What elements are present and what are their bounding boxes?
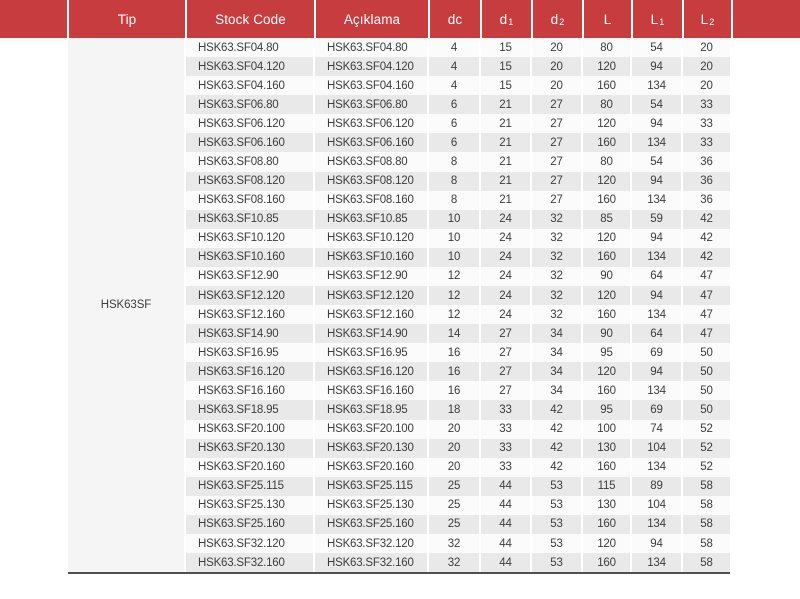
cell-d2: 27 (532, 133, 581, 152)
cell-stock-code: HSK63.SF16.120 (186, 362, 313, 381)
cell-stock-code: HSK63.SF20.100 (186, 420, 313, 439)
cell-d2: 32 (532, 248, 581, 267)
cell-d1: 15 (481, 76, 530, 95)
cell-L: 95 (583, 400, 630, 419)
cell-stock-code: HSK63.SF14.90 (186, 324, 313, 343)
table-header-row (0, 0, 800, 38)
cell-L: 80 (583, 95, 630, 114)
column-header-subscript: 2 (559, 16, 565, 27)
cell-stock-code: HSK63.SF10.120 (186, 229, 313, 248)
cell-d1: 24 (481, 229, 530, 248)
cell-L: 120 (583, 286, 630, 305)
cell-stock-code: HSK63.SF25.130 (186, 496, 313, 515)
cell-dc: 4 (429, 57, 479, 76)
cell-L1: 64 (632, 324, 681, 343)
cell-dc: 14 (429, 324, 479, 343)
cell-d2: 42 (532, 420, 581, 439)
header-spacer-cell (0, 0, 67, 38)
cell-L: 130 (583, 439, 630, 458)
cell-L: 115 (583, 477, 630, 496)
cell-d2: 53 (532, 553, 581, 572)
cell-stock-code: HSK63.SF10.160 (186, 248, 313, 267)
cell-dc: 4 (429, 38, 479, 57)
cell-aciklama: HSK63.SF08.80 (315, 152, 427, 171)
cell-L1: 54 (632, 38, 681, 57)
cell-d2: 20 (532, 38, 581, 57)
cell-dc: 32 (429, 534, 479, 553)
cell-stock-code: HSK63.SF12.90 (186, 267, 313, 286)
cell-stock-code: HSK63.SF08.160 (186, 191, 313, 210)
column-header-subscript: 1 (508, 16, 514, 27)
cell-L2: 58 (683, 553, 730, 572)
cell-L: 80 (583, 152, 630, 171)
column-header-label: L (650, 11, 659, 27)
cell-stock-code: HSK63.SF04.160 (186, 76, 313, 95)
cell-d1: 33 (481, 400, 530, 419)
cell-stock-code: HSK63.SF16.95 (186, 343, 313, 362)
cell-d1: 33 (481, 458, 530, 477)
column-header-label: dc (447, 11, 463, 27)
cell-aciklama: HSK63.SF04.160 (315, 76, 427, 95)
cell-aciklama: HSK63.SF14.90 (315, 324, 427, 343)
cell-L1: 134 (632, 305, 681, 324)
column-header-label: L (603, 11, 612, 27)
cell-d1: 33 (481, 420, 530, 439)
cell-aciklama: HSK63.SF12.90 (315, 267, 427, 286)
cell-d2: 42 (532, 400, 581, 419)
cell-d1: 24 (481, 286, 530, 305)
cell-L1: 69 (632, 343, 681, 362)
cell-L: 120 (583, 534, 630, 553)
cell-aciklama: HSK63.SF18.95 (315, 400, 427, 419)
cell-stock-code: HSK63.SF08.120 (186, 172, 313, 191)
cell-aciklama: HSK63.SF06.120 (315, 114, 427, 133)
cell-L2: 20 (683, 76, 730, 95)
cell-L: 80 (583, 38, 630, 57)
cell-d1: 44 (481, 515, 530, 534)
cell-L: 120 (583, 362, 630, 381)
cell-stock-code: HSK63.SF32.120 (186, 534, 313, 553)
cell-L: 160 (583, 76, 630, 95)
cell-d1: 27 (481, 343, 530, 362)
cell-dc: 8 (429, 152, 479, 171)
cell-L: 160 (583, 191, 630, 210)
cell-L: 160 (583, 381, 630, 400)
cell-dc: 8 (429, 172, 479, 191)
cell-d1: 33 (481, 439, 530, 458)
cell-dc: 10 (429, 229, 479, 248)
cell-d2: 20 (532, 76, 581, 95)
cell-L2: 52 (683, 420, 730, 439)
cell-d1: 21 (481, 172, 530, 191)
cell-L: 160 (583, 305, 630, 324)
cell-aciklama: HSK63.SF10.120 (315, 229, 427, 248)
cell-stock-code: HSK63.SF25.115 (186, 477, 313, 496)
cell-dc: 20 (429, 420, 479, 439)
cell-aciklama: HSK63.SF08.160 (315, 191, 427, 210)
cell-aciklama: HSK63.SF10.160 (315, 248, 427, 267)
cell-dc: 6 (429, 95, 479, 114)
cell-L2: 58 (683, 534, 730, 553)
cell-d2: 27 (532, 191, 581, 210)
cell-L2: 36 (683, 152, 730, 171)
cell-dc: 4 (429, 76, 479, 95)
cell-dc: 6 (429, 133, 479, 152)
cell-aciklama: HSK63.SF16.95 (315, 343, 427, 362)
tip-merged-cell: HSK63SF (68, 38, 184, 572)
cell-aciklama: HSK63.SF16.120 (315, 362, 427, 381)
cell-L: 120 (583, 114, 630, 133)
column-header-label: L (700, 11, 709, 27)
cell-d2: 32 (532, 286, 581, 305)
cell-L2: 50 (683, 343, 730, 362)
cell-stock-code: HSK63.SF06.80 (186, 95, 313, 114)
cell-aciklama: HSK63.SF10.85 (315, 210, 427, 229)
cell-d1: 15 (481, 38, 530, 57)
cell-d2: 32 (532, 229, 581, 248)
cell-L1: 94 (632, 57, 681, 76)
column-header-subscript: 1 (659, 16, 665, 27)
cell-aciklama: HSK63.SF08.120 (315, 172, 427, 191)
cell-L2: 36 (683, 172, 730, 191)
cell-L1: 74 (632, 420, 681, 439)
cell-d2: 27 (532, 172, 581, 191)
cell-d2: 42 (532, 458, 581, 477)
cell-d1: 24 (481, 210, 530, 229)
cell-L1: 54 (632, 152, 681, 171)
cell-d2: 53 (532, 477, 581, 496)
cell-d1: 21 (481, 191, 530, 210)
cell-aciklama: HSK63.SF04.80 (315, 38, 427, 57)
cell-d2: 53 (532, 515, 581, 534)
cell-dc: 25 (429, 496, 479, 515)
cell-stock-code: HSK63.SF20.160 (186, 458, 313, 477)
cell-dc: 20 (429, 439, 479, 458)
table-body (68, 38, 730, 574)
cell-L2: 47 (683, 305, 730, 324)
cell-d2: 27 (532, 114, 581, 133)
column-header-label: Stock Code (215, 11, 286, 27)
cell-aciklama: HSK63.SF16.160 (315, 381, 427, 400)
cell-d2: 32 (532, 305, 581, 324)
cell-L1: 134 (632, 133, 681, 152)
cell-L2: 50 (683, 381, 730, 400)
cell-stock-code: HSK63.SF16.160 (186, 381, 313, 400)
cell-d2: 32 (532, 267, 581, 286)
cell-L: 120 (583, 172, 630, 191)
cell-L: 160 (583, 133, 630, 152)
cell-L1: 64 (632, 267, 681, 286)
cell-L: 95 (583, 343, 630, 362)
cell-L2: 36 (683, 191, 730, 210)
cell-L: 120 (583, 57, 630, 76)
cell-stock-code: HSK63.SF12.160 (186, 305, 313, 324)
cell-L1: 104 (632, 439, 681, 458)
cell-L1: 134 (632, 248, 681, 267)
cell-stock-code: HSK63.SF06.120 (186, 114, 313, 133)
cell-d1: 44 (481, 496, 530, 515)
column-header-stock_code (187, 0, 314, 38)
column-header-label: Tip (117, 11, 137, 27)
cell-L2: 33 (683, 133, 730, 152)
cell-stock-code: HSK63.SF25.160 (186, 515, 313, 534)
cell-L2: 52 (683, 458, 730, 477)
cell-d1: 24 (481, 248, 530, 267)
cell-L2: 50 (683, 362, 730, 381)
cell-L1: 94 (632, 286, 681, 305)
column-header-L2 (684, 0, 731, 38)
cell-stock-code: HSK63.SF04.120 (186, 57, 313, 76)
cell-L2: 33 (683, 95, 730, 114)
cell-dc: 16 (429, 362, 479, 381)
cell-aciklama: HSK63.SF20.130 (315, 439, 427, 458)
column-header-label: d (550, 11, 559, 27)
cell-dc: 25 (429, 515, 479, 534)
cell-aciklama: HSK63.SF04.120 (315, 57, 427, 76)
cell-d2: 27 (532, 95, 581, 114)
header-spacer-cell (733, 0, 800, 38)
cell-d1: 27 (481, 324, 530, 343)
cell-L1: 134 (632, 381, 681, 400)
cell-L2: 42 (683, 248, 730, 267)
cell-dc: 12 (429, 267, 479, 286)
cell-d2: 53 (532, 534, 581, 553)
cell-stock-code: HSK63.SF04.80 (186, 38, 313, 57)
cell-d1: 24 (481, 267, 530, 286)
cell-aciklama: HSK63.SF06.80 (315, 95, 427, 114)
cell-L: 120 (583, 229, 630, 248)
cell-L2: 33 (683, 114, 730, 133)
cell-L2: 42 (683, 229, 730, 248)
cell-stock-code: HSK63.SF08.80 (186, 152, 313, 171)
column-header-label: Açıklama (343, 11, 401, 27)
cell-stock-code: HSK63.SF18.95 (186, 400, 313, 419)
cell-L: 90 (583, 267, 630, 286)
cell-L2: 52 (683, 439, 730, 458)
cell-aciklama: HSK63.SF20.160 (315, 458, 427, 477)
column-header-dc (430, 0, 480, 38)
cell-dc: 25 (429, 477, 479, 496)
cell-L2: 47 (683, 267, 730, 286)
cell-L1: 134 (632, 458, 681, 477)
cell-d1: 44 (481, 553, 530, 572)
cell-dc: 6 (429, 114, 479, 133)
cell-d2: 34 (532, 343, 581, 362)
cell-d1: 27 (481, 362, 530, 381)
cell-L1: 69 (632, 400, 681, 419)
column-header-d1 (482, 0, 531, 38)
cell-stock-code: HSK63.SF32.160 (186, 553, 313, 572)
cell-L2: 50 (683, 400, 730, 419)
cell-L: 160 (583, 553, 630, 572)
cell-aciklama: HSK63.SF25.115 (315, 477, 427, 496)
cell-dc: 18 (429, 400, 479, 419)
cell-L2: 47 (683, 324, 730, 343)
cell-L1: 54 (632, 95, 681, 114)
cell-L1: 89 (632, 477, 681, 496)
cell-stock-code: HSK63.SF06.160 (186, 133, 313, 152)
cell-stock-code: HSK63.SF10.85 (186, 210, 313, 229)
cell-aciklama: HSK63.SF32.120 (315, 534, 427, 553)
cell-aciklama: HSK63.SF20.100 (315, 420, 427, 439)
cell-L: 160 (583, 515, 630, 534)
cell-d2: 34 (532, 324, 581, 343)
cell-L1: 94 (632, 172, 681, 191)
column-header-L1 (633, 0, 682, 38)
cell-aciklama: HSK63.SF12.160 (315, 305, 427, 324)
cell-dc: 10 (429, 210, 479, 229)
cell-L2: 20 (683, 57, 730, 76)
cell-stock-code: HSK63.SF12.120 (186, 286, 313, 305)
cell-aciklama: HSK63.SF06.160 (315, 133, 427, 152)
cell-d2: 20 (532, 57, 581, 76)
cell-aciklama: HSK63.SF25.130 (315, 496, 427, 515)
cell-stock-code: HSK63.SF20.130 (186, 439, 313, 458)
cell-L2: 47 (683, 286, 730, 305)
cell-L1: 134 (632, 191, 681, 210)
cell-d2: 53 (532, 496, 581, 515)
cell-L2: 58 (683, 515, 730, 534)
cell-L2: 20 (683, 38, 730, 57)
cell-L1: 134 (632, 515, 681, 534)
cell-d1: 21 (481, 152, 530, 171)
cell-L1: 134 (632, 553, 681, 572)
cell-d1: 44 (481, 534, 530, 553)
cell-d1: 44 (481, 477, 530, 496)
cell-d1: 15 (481, 57, 530, 76)
cell-d1: 21 (481, 114, 530, 133)
cell-dc: 10 (429, 248, 479, 267)
column-header-L (584, 0, 631, 38)
cell-d1: 21 (481, 133, 530, 152)
cell-d2: 32 (532, 210, 581, 229)
cell-dc: 8 (429, 191, 479, 210)
column-header-tip (69, 0, 185, 38)
cell-L1: 94 (632, 362, 681, 381)
cell-dc: 16 (429, 343, 479, 362)
cell-dc: 20 (429, 458, 479, 477)
cell-L1: 94 (632, 114, 681, 133)
cell-dc: 12 (429, 286, 479, 305)
column-header-aciklama (316, 0, 428, 38)
cell-d2: 34 (532, 362, 581, 381)
cell-d1: 21 (481, 95, 530, 114)
cell-L1: 94 (632, 534, 681, 553)
cell-L1: 59 (632, 210, 681, 229)
cell-L: 130 (583, 496, 630, 515)
cell-L2: 42 (683, 210, 730, 229)
cell-L: 160 (583, 248, 630, 267)
cell-d1: 27 (481, 381, 530, 400)
cell-L2: 58 (683, 477, 730, 496)
cell-L: 100 (583, 420, 630, 439)
column-header-label: d (499, 11, 508, 27)
cell-dc: 12 (429, 305, 479, 324)
cell-d2: 27 (532, 152, 581, 171)
column-header-subscript: 2 (709, 16, 715, 27)
cell-aciklama: HSK63.SF32.160 (315, 553, 427, 572)
cell-dc: 16 (429, 381, 479, 400)
cell-L: 90 (583, 324, 630, 343)
cell-L1: 104 (632, 496, 681, 515)
cell-dc: 32 (429, 553, 479, 572)
cell-d2: 42 (532, 439, 581, 458)
cell-L1: 94 (632, 229, 681, 248)
cell-d1: 24 (481, 305, 530, 324)
column-header-d2 (533, 0, 582, 38)
cell-aciklama: HSK63.SF25.160 (315, 515, 427, 534)
cell-L: 85 (583, 210, 630, 229)
cell-aciklama: HSK63.SF12.120 (315, 286, 427, 305)
cell-L: 160 (583, 458, 630, 477)
cell-L1: 134 (632, 76, 681, 95)
cell-L2: 58 (683, 496, 730, 515)
cell-d2: 34 (532, 381, 581, 400)
